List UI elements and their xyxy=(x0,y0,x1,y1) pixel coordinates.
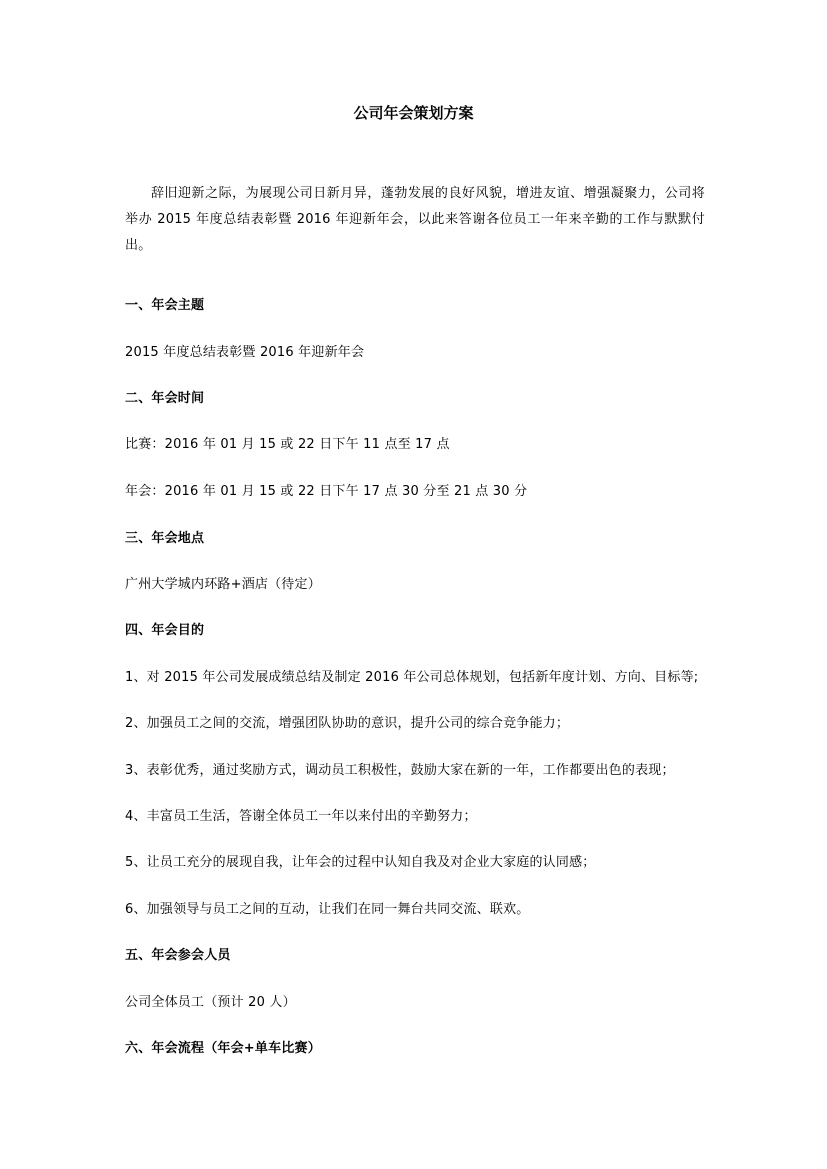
intro-paragraph: 辞旧迎新之际，为展现公司日新月异，蓬勃发展的良好风貌，增进友谊、增强凝聚力，公司将举办 2015 年度总结表彰暨 2016 年迎新年会，以此来答谢各位员工一年来辛勤的工作与默默付出。 xyxy=(125,186,705,253)
purpose-item-4: 4、丰富员工生活，答谢全体员工一年以来付出的辛勤努力； xyxy=(125,809,477,824)
time-competition-text: 比赛：2016 年 01 月 15 或 22 日下午 11 点至 17 点 xyxy=(125,437,450,452)
purpose-item-1: 1、对 2015 年公司发展成绩总结及制定 2016 年公司总体规划，包括新年度计划、方向、目标等; xyxy=(125,670,699,685)
attendees-text: 公司全体员工（预计 20 人） xyxy=(125,995,296,1010)
time-party-text: 年会：2016 年 01 月 15 或 22 日下午 17 点 30 分至 21 点 30 分 xyxy=(125,484,528,499)
purpose-item-2: 2、加强员工之间的交流，增强团队协助的意识，提升公司的综合竞争能力； xyxy=(125,716,570,731)
purpose-item-3: 3、表彰优秀，通过奖励方式，调动员工积极性，鼓励大家在新的一年，工作都要出色的表现； xyxy=(125,763,675,778)
section-heading-agenda: 六、年会流程（年会+单车比赛） xyxy=(125,1041,321,1056)
section-heading-purpose: 四、年会目的 xyxy=(125,623,205,638)
section-heading-theme: 一、年会主题 xyxy=(125,298,205,313)
section-heading-location: 三、年会地点 xyxy=(125,531,205,546)
section-heading-time: 二、年会时间 xyxy=(125,391,205,406)
location-text: 广州大学城内环路+酒店（待定） xyxy=(125,577,321,592)
section-heading-attendees: 五、年会参会人员 xyxy=(125,948,231,963)
purpose-item-6: 6、加强领导与员工之间的互动，让我们在同一舞台共同交流、联欢。 xyxy=(125,902,530,917)
purpose-item-5: 5、让员工充分的展现自我，让年会的过程中认知自我及对企业大家庭的认同感； xyxy=(125,855,596,870)
theme-text: 2015 年度总结表彰暨 2016 年迎新年会 xyxy=(125,345,365,360)
document-title: 公司年会策划方案 xyxy=(353,104,474,122)
